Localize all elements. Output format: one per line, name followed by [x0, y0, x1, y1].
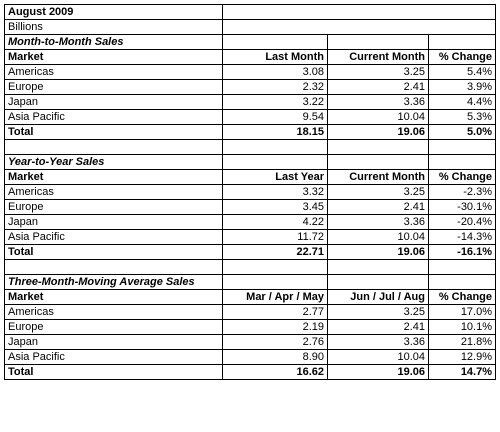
value-cell: 2.19 — [223, 320, 328, 335]
section-title-row — [5, 35, 496, 50]
table-row — [5, 230, 496, 245]
empty-cell — [223, 260, 328, 275]
empty-cell — [223, 155, 328, 170]
units-row — [5, 20, 496, 35]
empty-cell — [429, 260, 496, 275]
column-header: Market — [5, 50, 223, 65]
change-cell: 5.3% — [429, 110, 496, 125]
table-row — [5, 305, 496, 320]
units-label: Billions — [5, 20, 223, 35]
table-row — [5, 185, 496, 200]
total-row — [5, 125, 496, 140]
sales-table — [4, 4, 496, 380]
column-header-row — [5, 170, 496, 185]
column-header: % Change — [429, 290, 496, 305]
column-header: Jun / Jul / Aug — [328, 290, 429, 305]
value-cell: 8.90 — [223, 350, 328, 365]
market-cell: Europe — [5, 80, 223, 95]
empty-cell — [328, 140, 429, 155]
value-cell: 3.36 — [328, 335, 429, 350]
total-value: 19.06 — [328, 245, 429, 260]
total-label: Total — [5, 125, 223, 140]
column-header: % Change — [429, 170, 496, 185]
empty-cell — [223, 140, 328, 155]
change-cell: -14.3% — [429, 230, 496, 245]
spacer-row — [5, 140, 496, 155]
table-row — [5, 215, 496, 230]
column-header: Market — [5, 170, 223, 185]
empty-cell — [223, 275, 328, 290]
column-header: Current Month — [328, 50, 429, 65]
total-value: 16.62 — [223, 365, 328, 380]
value-cell: 2.77 — [223, 305, 328, 320]
table-row — [5, 95, 496, 110]
value-cell: 10.04 — [328, 230, 429, 245]
table-row — [5, 65, 496, 80]
table-row — [5, 335, 496, 350]
column-header: Market — [5, 290, 223, 305]
table-row — [5, 320, 496, 335]
table-row — [5, 110, 496, 125]
report-title: August 2009 — [5, 5, 223, 20]
total-value: 18.15 — [223, 125, 328, 140]
empty-cell — [328, 275, 429, 290]
value-cell: 3.25 — [328, 65, 429, 80]
empty-cell — [429, 35, 496, 50]
table-row — [5, 350, 496, 365]
value-cell: 10.04 — [328, 350, 429, 365]
column-header-row — [5, 50, 496, 65]
section-title: Year-to-Year Sales — [5, 155, 223, 170]
value-cell: 11.72 — [223, 230, 328, 245]
value-cell: 2.41 — [328, 200, 429, 215]
empty-cell — [223, 35, 328, 50]
column-header: Mar / Apr / May — [223, 290, 328, 305]
report-title-row — [5, 5, 496, 20]
value-cell: 2.41 — [328, 80, 429, 95]
market-cell: Americas — [5, 65, 223, 80]
empty-cell — [328, 155, 429, 170]
change-cell: -30.1% — [429, 200, 496, 215]
market-cell: Europe — [5, 320, 223, 335]
value-cell: 3.22 — [223, 95, 328, 110]
value-cell: 3.45 — [223, 200, 328, 215]
value-cell: 2.32 — [223, 80, 328, 95]
market-cell: Asia Pacific — [5, 350, 223, 365]
total-value: 22.71 — [223, 245, 328, 260]
market-cell: Japan — [5, 335, 223, 350]
column-header-row — [5, 290, 496, 305]
spacer-row — [5, 260, 496, 275]
total-change: 5.0% — [429, 125, 496, 140]
value-cell: 3.32 — [223, 185, 328, 200]
market-cell: Japan — [5, 215, 223, 230]
section-title: Three-Month-Moving Average Sales — [5, 275, 223, 290]
section-title-row — [5, 155, 496, 170]
empty-cell — [223, 5, 496, 20]
total-change: -16.1% — [429, 245, 496, 260]
total-value: 19.06 — [328, 125, 429, 140]
value-cell: 2.41 — [328, 320, 429, 335]
market-cell: Asia Pacific — [5, 110, 223, 125]
market-cell: Americas — [5, 305, 223, 320]
total-change: 14.7% — [429, 365, 496, 380]
value-cell: 3.25 — [328, 185, 429, 200]
empty-cell — [5, 260, 223, 275]
table-row — [5, 200, 496, 215]
total-label: Total — [5, 245, 223, 260]
value-cell: 2.76 — [223, 335, 328, 350]
value-cell: 9.54 — [223, 110, 328, 125]
change-cell: 3.9% — [429, 80, 496, 95]
market-cell: Asia Pacific — [5, 230, 223, 245]
value-cell: 3.36 — [328, 215, 429, 230]
total-row — [5, 365, 496, 380]
change-cell: 10.1% — [429, 320, 496, 335]
change-cell: 21.8% — [429, 335, 496, 350]
empty-cell — [328, 35, 429, 50]
market-cell: Europe — [5, 200, 223, 215]
change-cell: 17.0% — [429, 305, 496, 320]
empty-cell — [5, 140, 223, 155]
change-cell: -20.4% — [429, 215, 496, 230]
empty-cell — [429, 275, 496, 290]
change-cell: 4.4% — [429, 95, 496, 110]
market-cell: Americas — [5, 185, 223, 200]
total-row — [5, 245, 496, 260]
value-cell: 3.25 — [328, 305, 429, 320]
total-value: 19.06 — [328, 365, 429, 380]
change-cell: 12.9% — [429, 350, 496, 365]
empty-cell — [328, 260, 429, 275]
value-cell: 3.08 — [223, 65, 328, 80]
column-header: Last Year — [223, 170, 328, 185]
value-cell: 3.36 — [328, 95, 429, 110]
value-cell: 10.04 — [328, 110, 429, 125]
column-header: Current Month — [328, 170, 429, 185]
empty-cell — [429, 155, 496, 170]
column-header: % Change — [429, 50, 496, 65]
total-label: Total — [5, 365, 223, 380]
value-cell: 4.22 — [223, 215, 328, 230]
section-title: Month-to-Month Sales — [5, 35, 223, 50]
change-cell: -2.3% — [429, 185, 496, 200]
empty-cell — [223, 20, 496, 35]
column-header: Last Month — [223, 50, 328, 65]
table-row — [5, 80, 496, 95]
section-title-row — [5, 275, 496, 290]
change-cell: 5.4% — [429, 65, 496, 80]
market-cell: Japan — [5, 95, 223, 110]
empty-cell — [429, 140, 496, 155]
